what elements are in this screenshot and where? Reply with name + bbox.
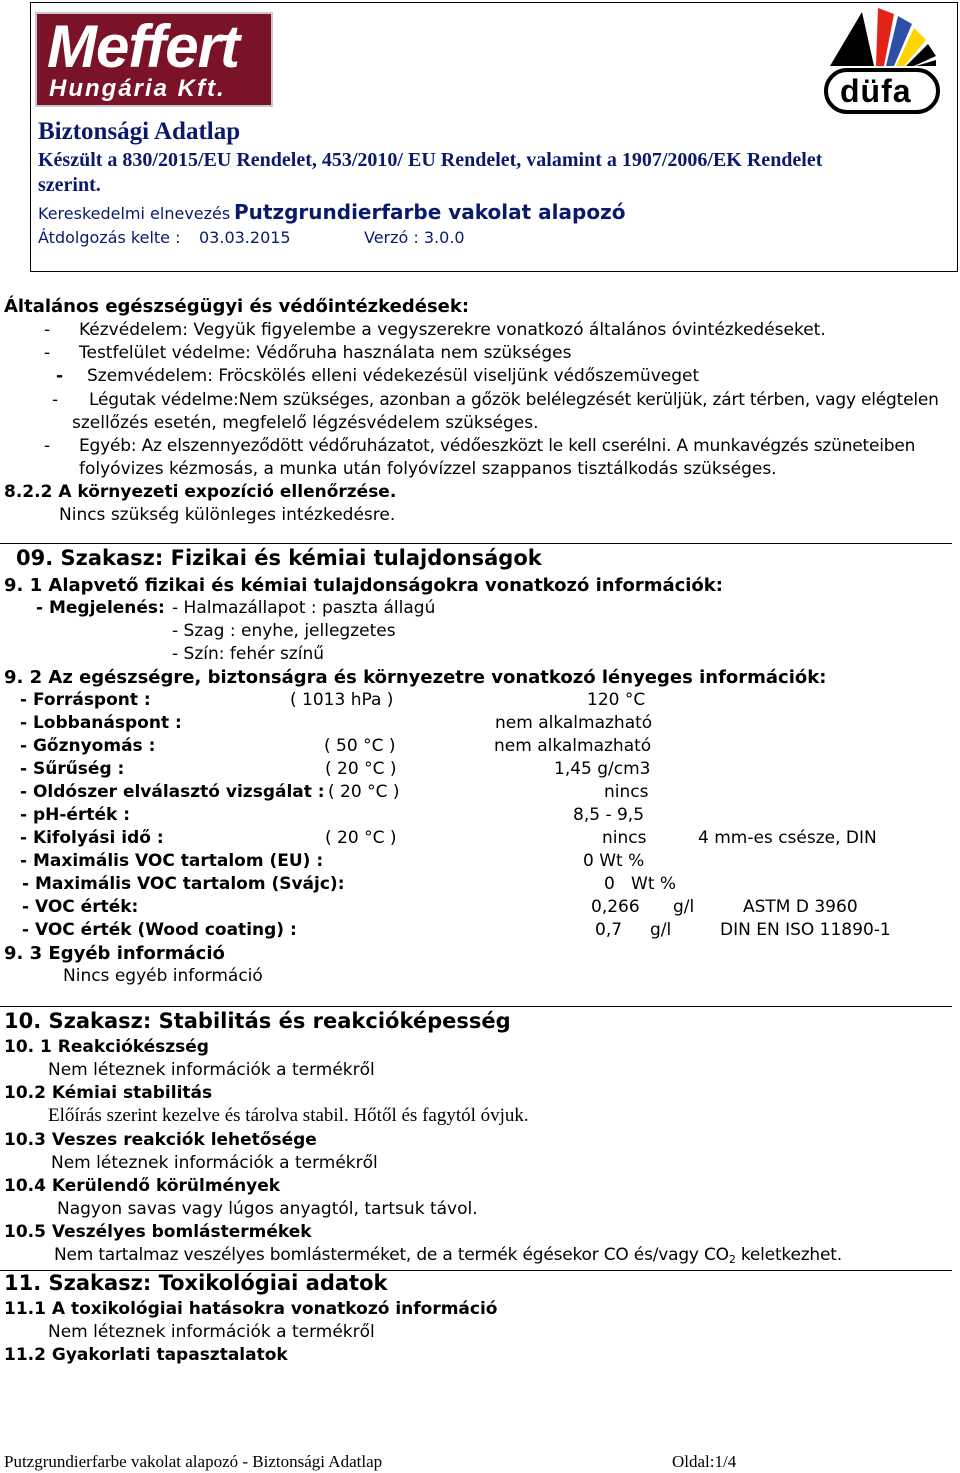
section11-sub: 11.1 A toxikológiai hatásokra vonatkozó információ — [4, 1299, 498, 1319]
appearance-label: - Megjelenés: — [36, 598, 165, 618]
decomposition-text-a: Nem tartalmaz veszélyes bomlásterméket, de a termék égésekor CO és/vagy CO — [54, 1245, 729, 1265]
property-label: - Maximális VOC tartalom (EU) : — [20, 851, 324, 871]
env-text: Nincs szükség különleges intézkedésre. — [59, 505, 396, 525]
section9-heading: 09. Szakasz: Fizikai és kémiai tulajdonságok — [16, 546, 542, 570]
env-heading: 8.2.2 A környezeti expozíció ellenőrzése. — [4, 482, 397, 502]
appearance-item: - Szag : enyhe, jellegzetes — [172, 621, 396, 641]
property-unit: g/l — [673, 897, 695, 917]
section9-sub3: 9. 3 Egyéb információ — [4, 943, 225, 964]
appearance-item: - Szín: fehér színű — [172, 644, 325, 664]
page-title: Biztonsági Adatlap — [38, 118, 241, 145]
list-item: Szemvédelem: Fröcskölés elleni védekezésül viseljünk védőszemüveget — [87, 366, 700, 386]
logo-line1: Meffert — [47, 13, 239, 80]
list-item: Testfelület védelme: Védőruha használata nem szükséges — [79, 343, 572, 363]
meffert-logo — [35, 12, 273, 107]
property-label: - VOC érték (Wood coating) : — [22, 920, 297, 940]
property-value: nem alkalmazható — [495, 713, 653, 733]
property-condition: ( 20 °C ) — [325, 759, 397, 779]
section11-heading: 11. Szakasz: Toxikológiai adatok — [4, 1271, 388, 1295]
property-label: - Gőznyomás : — [20, 736, 156, 756]
property-extra: 4 mm-es csésze, DIN — [698, 828, 877, 848]
list-item-continuation: szellőzés esetén, megfelelő légzésvédelem szükséges. — [72, 413, 539, 433]
section11-sub: 11.2 Gyakorlati tapasztalatok — [4, 1345, 288, 1365]
list-item-dash: - — [52, 390, 59, 410]
dufa-logo — [822, 4, 942, 116]
section10-heading: 10. Szakasz: Stabilitás és reakcióképesség — [4, 1009, 511, 1033]
list-item-dash: - — [44, 436, 51, 456]
list-item-continuation: folyóvizes kézmosás, a munka után folyóvízzel szappanos tisztálkodás szükséges. — [79, 459, 777, 479]
list-item: Légutak védelme:Nem szükséges, azonban a gőzök belélegzését kerüljük, zárt térben, vagy elégtelen — [89, 390, 939, 410]
section10-text: Nem léteznek információk a termékről — [48, 1060, 375, 1080]
regulation-line1: Készült a 830/2015/EU Rendelet, 453/2010/ EU Rendelet, valamint a 1907/2006/EK Rendelet — [38, 149, 823, 171]
trade-name-value: Putzgrundierfarbe vakolat alapozó — [234, 200, 626, 224]
section10-sub: 10.5 Veszélyes bomlástermékek — [4, 1222, 312, 1242]
property-label: - Sűrűség : — [20, 759, 125, 779]
section9-sub2: 9. 2 Az egészségre, biztonságra és környezetre vonatkozó lényeges információk: — [4, 667, 827, 688]
property-label: - Lobbanáspont : — [20, 713, 182, 733]
section10-sub: 10.2 Kémiai stabilitás — [4, 1083, 213, 1103]
divider — [0, 543, 952, 544]
hygiene-heading: Általános egészségügyi és védőintézkedések: — [4, 296, 470, 317]
regulation-line2: szerint. — [38, 174, 101, 196]
section10-text: Nagyon savas vagy lúgos anyagtól, tartsuk távol. — [57, 1199, 478, 1219]
list-item-dash: - — [56, 366, 64, 386]
property-condition: ( 20 °C ) — [328, 782, 400, 802]
section10-sub: 10.3 Veszes reakciók lehetősége — [4, 1130, 317, 1150]
section10-sub: 10. 1 Reakciókészség — [4, 1037, 209, 1057]
list-item-dash: - — [44, 343, 51, 363]
version-label: Verzó : 3.0.0 — [364, 228, 465, 247]
property-value: 0 Wt % — [604, 874, 677, 894]
property-value: 0,7 — [595, 920, 623, 940]
property-value: 0 Wt % — [583, 851, 645, 871]
property-unit: g/l — [650, 920, 672, 940]
co2-subscript: 2 — [728, 1253, 736, 1266]
property-condition: ( 50 °C ) — [324, 736, 396, 756]
property-label: - Forráspont : — [20, 690, 151, 710]
revision-date: 03.03.2015 — [199, 228, 291, 247]
decomposition-text-b: keletkezhet. — [735, 1245, 842, 1265]
section9-sub1: 9. 1 Alapvető fizikai és kémiai tulajdonságokra vonatkozó információk: — [4, 575, 723, 596]
list-item: Kézvédelem: Vegyük figyelembe a vegyszerekre vonatkozó általános óvintézkedéseket. — [79, 320, 826, 340]
property-value: nincs — [602, 828, 647, 848]
property-label: - VOC érték: — [22, 897, 139, 917]
divider — [0, 1006, 952, 1007]
property-label: - pH-érték : — [20, 805, 131, 825]
appearance-item: - Halmazállapot : paszta állagú — [172, 598, 436, 618]
property-value: 0,266 — [591, 897, 640, 917]
section11-text: Nem léteznek információk a termékről — [48, 1322, 375, 1342]
property-condition: ( 20 °C ) — [325, 828, 397, 848]
property-value: 120 °C — [587, 690, 646, 710]
section10-text — [54, 1245, 842, 1266]
property-label: - Maximális VOC tartalom (Svájc): — [22, 874, 345, 894]
property-extra: ASTM D 3960 — [743, 897, 858, 917]
footer-page-number: Oldal:1/4 — [672, 1452, 737, 1471]
logo-line2: Hungária Kft. — [49, 75, 226, 102]
list-item: Egyéb: Az elszennyeződött védőruházatot, védőeszközt le kell cserélni. A munkavégzés szüneteiben — [79, 436, 916, 456]
section10-text: Előírás szerint kezelve és tárolva stabil. Hőtől és fagytól óvjuk. — [48, 1105, 529, 1126]
property-value: nem alkalmazható — [494, 736, 652, 756]
property-value: 1,45 g/cm3 — [554, 759, 651, 779]
property-condition: ( 1013 hPa ) — [290, 690, 394, 710]
dufa-wordmark: düfa — [840, 73, 912, 109]
property-value: nincs — [604, 782, 649, 802]
section9-sub3-text: Nincs egyéb információ — [63, 966, 263, 986]
property-value: 8,5 - 9,5 — [573, 805, 645, 825]
section10-sub: 10.4 Kerülendő körülmények — [4, 1176, 281, 1196]
footer-left: Putzgrundierfarbe vakolat alapozó - Biztonsági Adatlap — [4, 1452, 383, 1471]
trade-name-label: Kereskedelmi elnevezés : — [38, 204, 241, 223]
property-label: - Kifolyási idő : — [20, 828, 164, 848]
property-label: - Oldószer elválasztó vizsgálat : — [20, 782, 325, 802]
section10-text: Nem léteznek információk a termékről — [51, 1153, 378, 1173]
revision-label: Átdolgozás kelte : — [38, 228, 181, 247]
list-item-dash: - — [44, 320, 51, 340]
property-extra: DIN EN ISO 11890-1 — [720, 920, 891, 940]
